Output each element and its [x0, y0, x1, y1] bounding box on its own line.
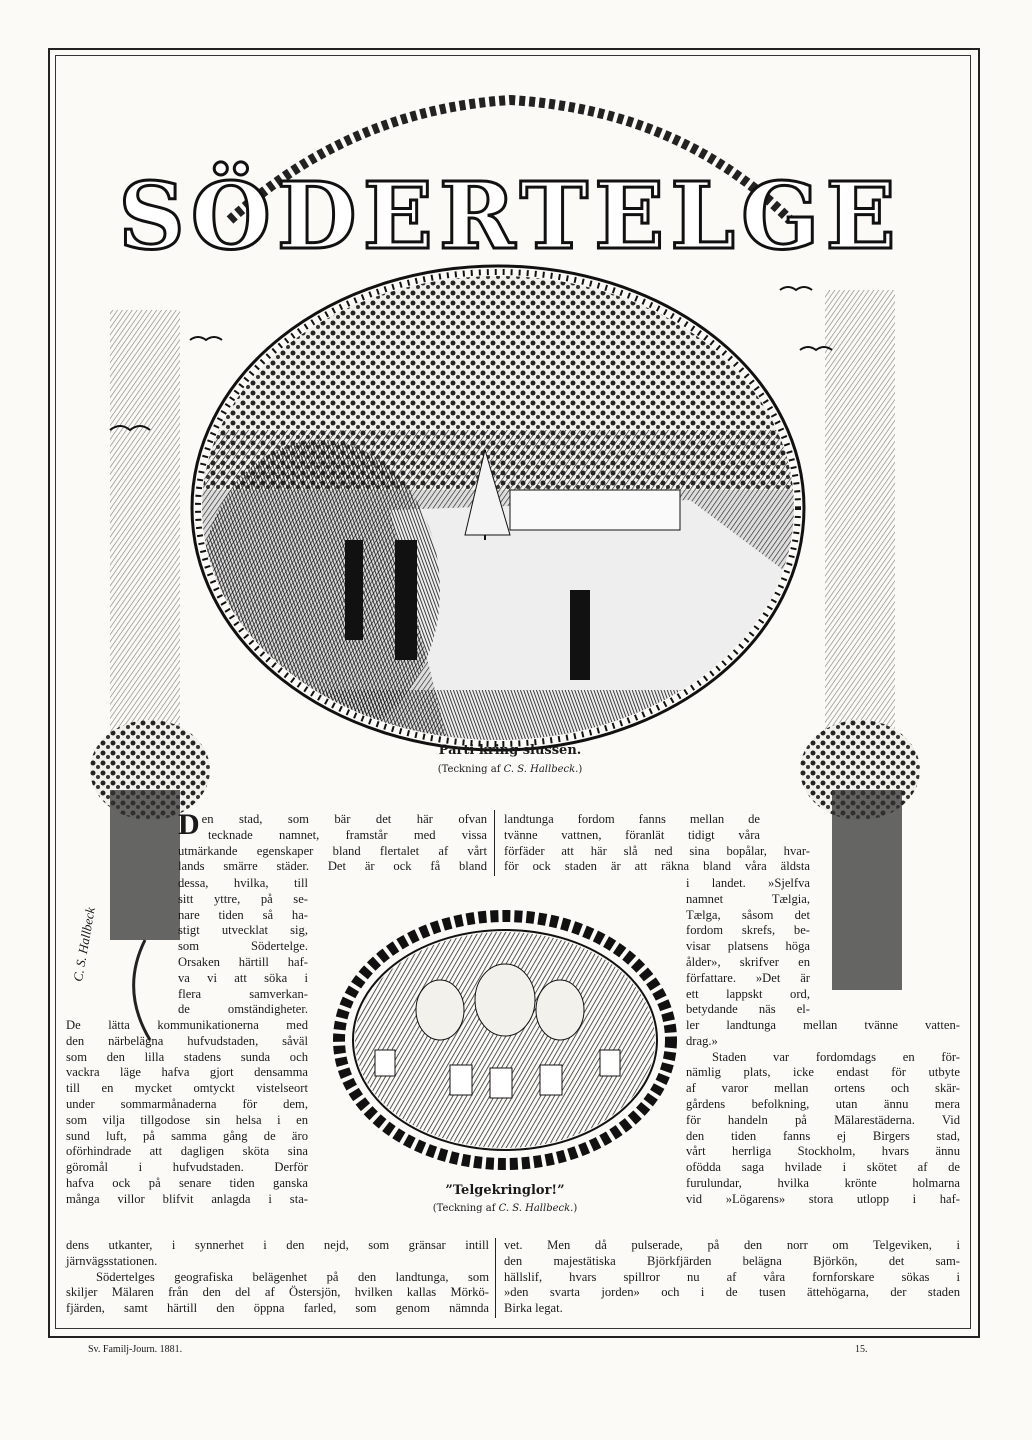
bottom-illustration-caption: ”Telgekringlor!”	[445, 1183, 565, 1198]
article-top-left: D en stad, som bär det här ofvan tecknade namnet, framstår med vissa utmärkande egenskaper bland flertalet af vårt lands smärre städer. Det är ock få bland	[178, 808, 487, 874]
article-left-wide: De lätta kommunikationerna med den närbelägna hufvudstaden, såväl som den lilla stadens sunda och vackra läge hafva gjort densamma till en mycket omtyckt vistelseort under sommarmånaderna för dem, som vilja tillgodose sin helsa i en sund luft, på samma gång de äro oförhindrade att dagligen sköta sina göromål i hufvudstaden. Derför hafva ock på senare tiden ganska många villor blifvit anlagda i sta-	[66, 1018, 308, 1206]
svg-text:SÖDERTELGE: SÖDERTELGE	[118, 162, 902, 270]
article-top-right: landtunga fordom fanns mellan de tvänne vattnen, föranlät tidigt våra förfäder att här slå ned sina bopålar, hvar- för ock staden är att räkna bland våra äldsta	[504, 812, 810, 874]
article-right-wide: ler landtunga mellan tvänne vatten- drag.» Staden var fordomdags en för- nämlig plats, icke endast för utbyte af varor mellan ortens och skär- gårdens befolkning, utan ännu mera för handeln på Mälarestäderna. Vid den tiden fanns ej Birgers stad, vårt herrliga Stockholm, hvars ännu ofödda saga hvilade i skötet af de furulundar, hvilka krönte holmarna vid »Lögarens» stora utlopp i haf-	[686, 1018, 960, 1206]
right-vine-decoration	[812, 790, 922, 1020]
footer-page-number: 15.	[855, 1344, 868, 1355]
artist-signature: C. S. Hallbeck	[70, 906, 98, 983]
drop-cap: D	[178, 808, 200, 841]
masthead-title	[118, 161, 901, 270]
telgekringlor-illustration	[330, 900, 680, 1175]
bottom-illustration-credit: (Teckning af C. S. Hallbeck.)	[432, 1203, 578, 1214]
top-illustration-caption: Parti kring slussen.	[438, 743, 582, 758]
masthead-illustration	[90, 70, 940, 830]
top-illustration-credit: (Teckning af C. S. Hallbeck.)	[437, 764, 583, 775]
article-left-narrow: dessa, hvilka, till sitt yttre, på se- nare tiden så ha- stigt utvecklat sig, som Södertelge. Orsaken härtill haf- va vi att söka i flera samverkan- de omständigheter.	[178, 876, 308, 1017]
article-bottom-right: vet. Men då pulserade, på den norr om Telgeviken, i den majestätiska Björkfjärden belägna Björkön, det sam- hällslif, hvars spillror nu af våra fornforskare sökas i »den svarta jorden» och i de tusen ättehögarna, der staden Birka legat.	[504, 1238, 960, 1316]
footer-journal: Sv. Familj-Journ. 1881.	[88, 1344, 183, 1355]
article-bottom-left: dens utkanter, i synnerhet i den nejd, som gränsar intill järnvägsstationen. Södertelges geografiska belägenhet på den landtunga, som skiljer Mälaren från den del af Östersjön, hvilken kallas Mörkö- fjärden, samt härtill den öppna farled, som genom nämnda	[66, 1238, 489, 1316]
article-right-narrow: i landet. »Sjelfva namnet Tælgia, Tælga, såsom det fordom skrefs, be- visar platsens höga ålder», skrifver en författare. »Det är ett lappskt ord, betydande näs el-	[686, 876, 810, 1017]
